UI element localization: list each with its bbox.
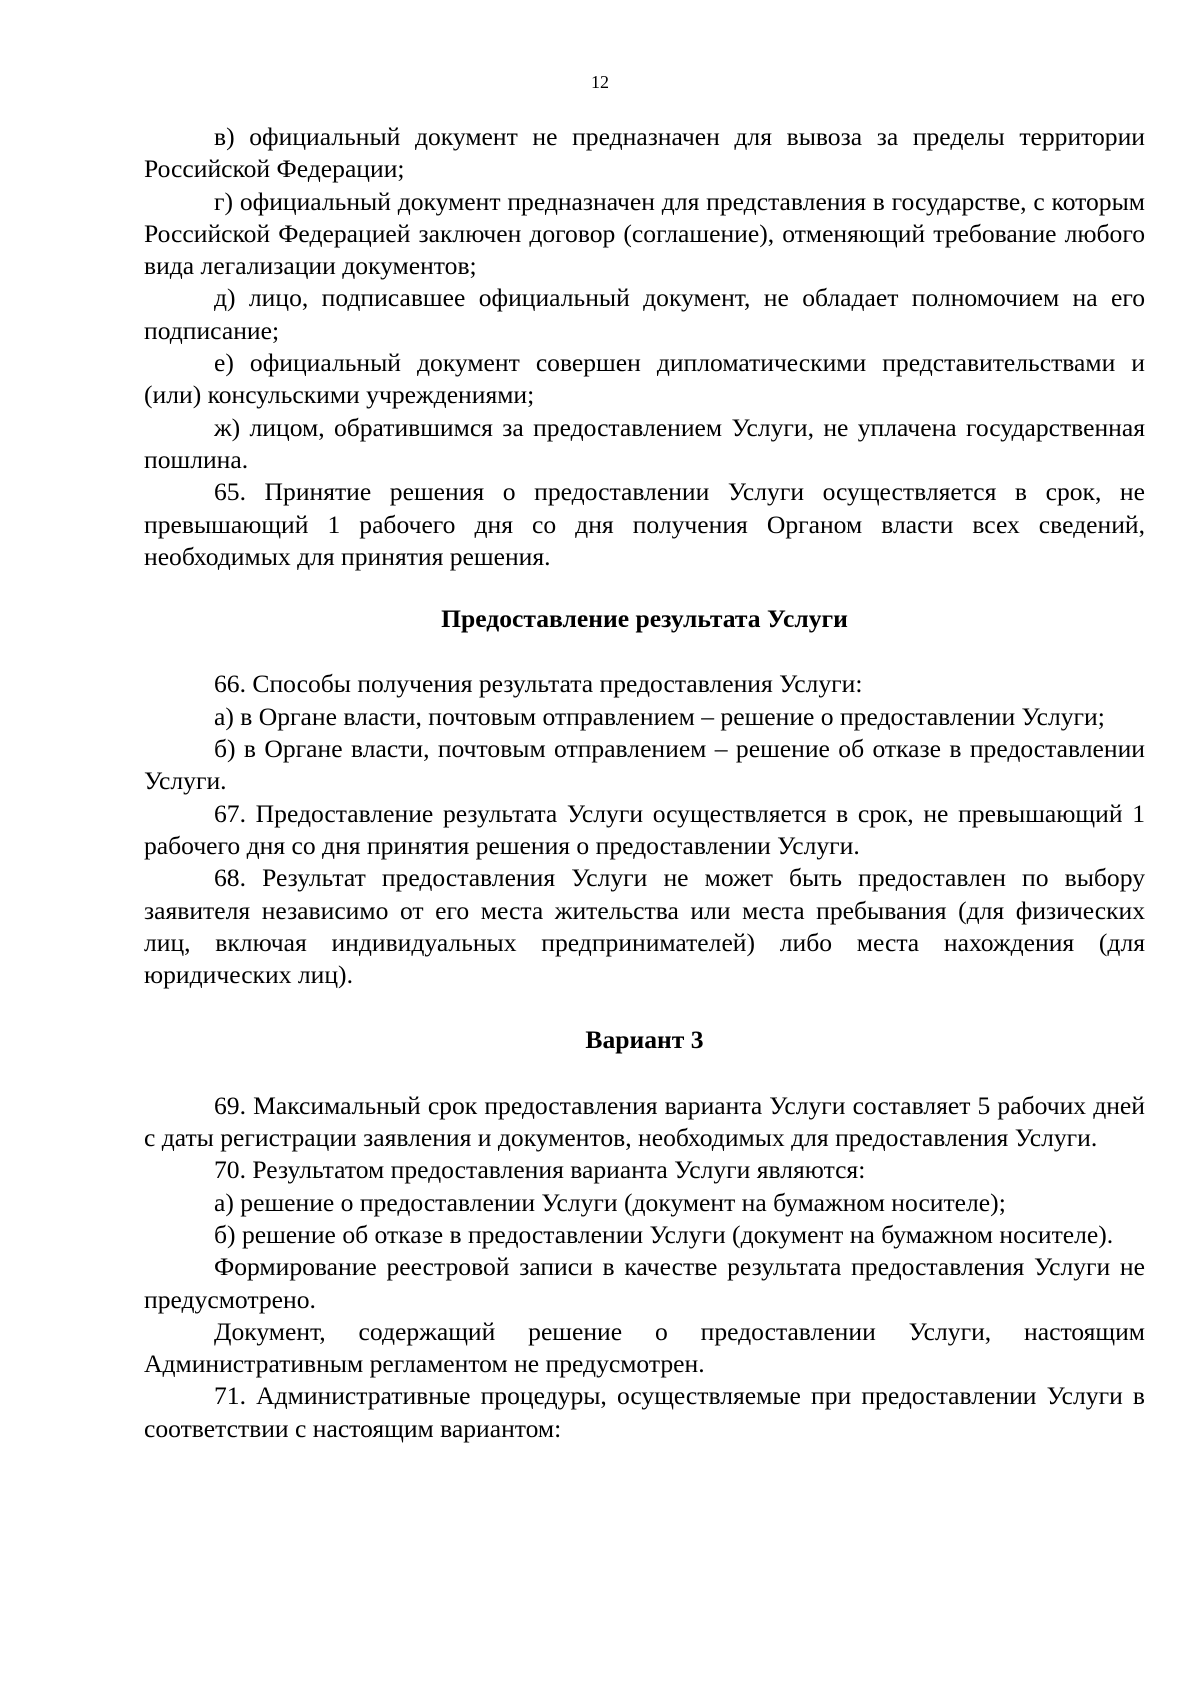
paragraph-65: 65. Принятие решения о предоставлении Услуги осуществляется в срок, не превышающий 1 рабочего дня со дня получения Органом власти всех сведений, необходимых для принятия решения.: [144, 477, 1145, 571]
page-number: 12: [591, 72, 609, 92]
paragraph-v: в) официальный документ не предназначен для вывоза за пределы территории Российской Федерации;: [144, 122, 1145, 184]
document-body: [144, 121, 1145, 1445]
paragraph-66-a: а) в Органе власти, почтовым отправлением – решение о предоставлении Услуги;: [214, 701, 1105, 731]
paragraph-70-b: б) решение об отказе в предоставлении Услуги (документ на бумажном носителе).: [214, 1219, 1114, 1249]
paragraph-67: 67. Предоставление результата Услуги осуществляется в срок, не превышающий 1 рабочего дня со дня принятия решения о предоставлении Услуги.: [144, 798, 1145, 860]
paragraph-document: Документ, содержащий решение о предоставлении Услуги, настоящим Административным регламентом не предусмотрен.: [144, 1316, 1145, 1379]
section-heading-variant: Вариант 3: [585, 1025, 704, 1055]
paragraph-zh: ж) лицом, обратившимся за предоставлением Услуги, не уплачена государственная пошлина.: [144, 412, 1145, 474]
paragraph-d: д) лицо, подписавшее официальный документ, не обладает полномочием на его подписание;: [144, 283, 1145, 345]
paragraph-registry: Формирование реестровой записи в качестве результата предоставления Услуги не предусмотрено.: [144, 1252, 1145, 1314]
section-heading-result: Предоставление результата Услуги: [441, 604, 848, 634]
paragraph-68: 68. Результат предоставления Услуги не может быть предоставлен по выбору заявителя независимо от его места жительства или места пребывания (для физических лиц, включая индивидуальных предпринимателей) либо места нахождения (для юридических лиц).: [144, 863, 1145, 990]
paragraph-71: 71. Административные процедуры, осуществляемые при предоставлении Услуги в соответствии с настоящим вариантом:: [144, 1381, 1145, 1443]
paragraph-70-a: а) решение о предоставлении Услуги (документ на бумажном носителе);: [214, 1187, 1006, 1217]
paragraph-e: е) официальный документ совершен дипломатическими представительствами и (или) консульскими учреждениями;: [144, 348, 1145, 410]
paragraph-70: 70. Результатом предоставления варианта Услуги являются:: [214, 1155, 866, 1185]
paragraph-69: 69. Максимальный срок предоставления варианта Услуги составляет 5 рабочих дней с даты регистрации заявления и документов, необходимых для предоставления Услуги.: [144, 1090, 1145, 1153]
paragraph-66: 66. Способы получения результата предоставления Услуги:: [214, 669, 863, 699]
paragraph-66-b: б) в Органе власти, почтовым отправлением – решение об отказе в предоставлении Услуги.: [144, 734, 1145, 796]
paragraph-g: г) официальный документ предназначен для представления в государстве, с которым Российской Федерацией заключен договор (соглашение), отменяющий требование любого вида легализации документов;: [144, 186, 1145, 281]
